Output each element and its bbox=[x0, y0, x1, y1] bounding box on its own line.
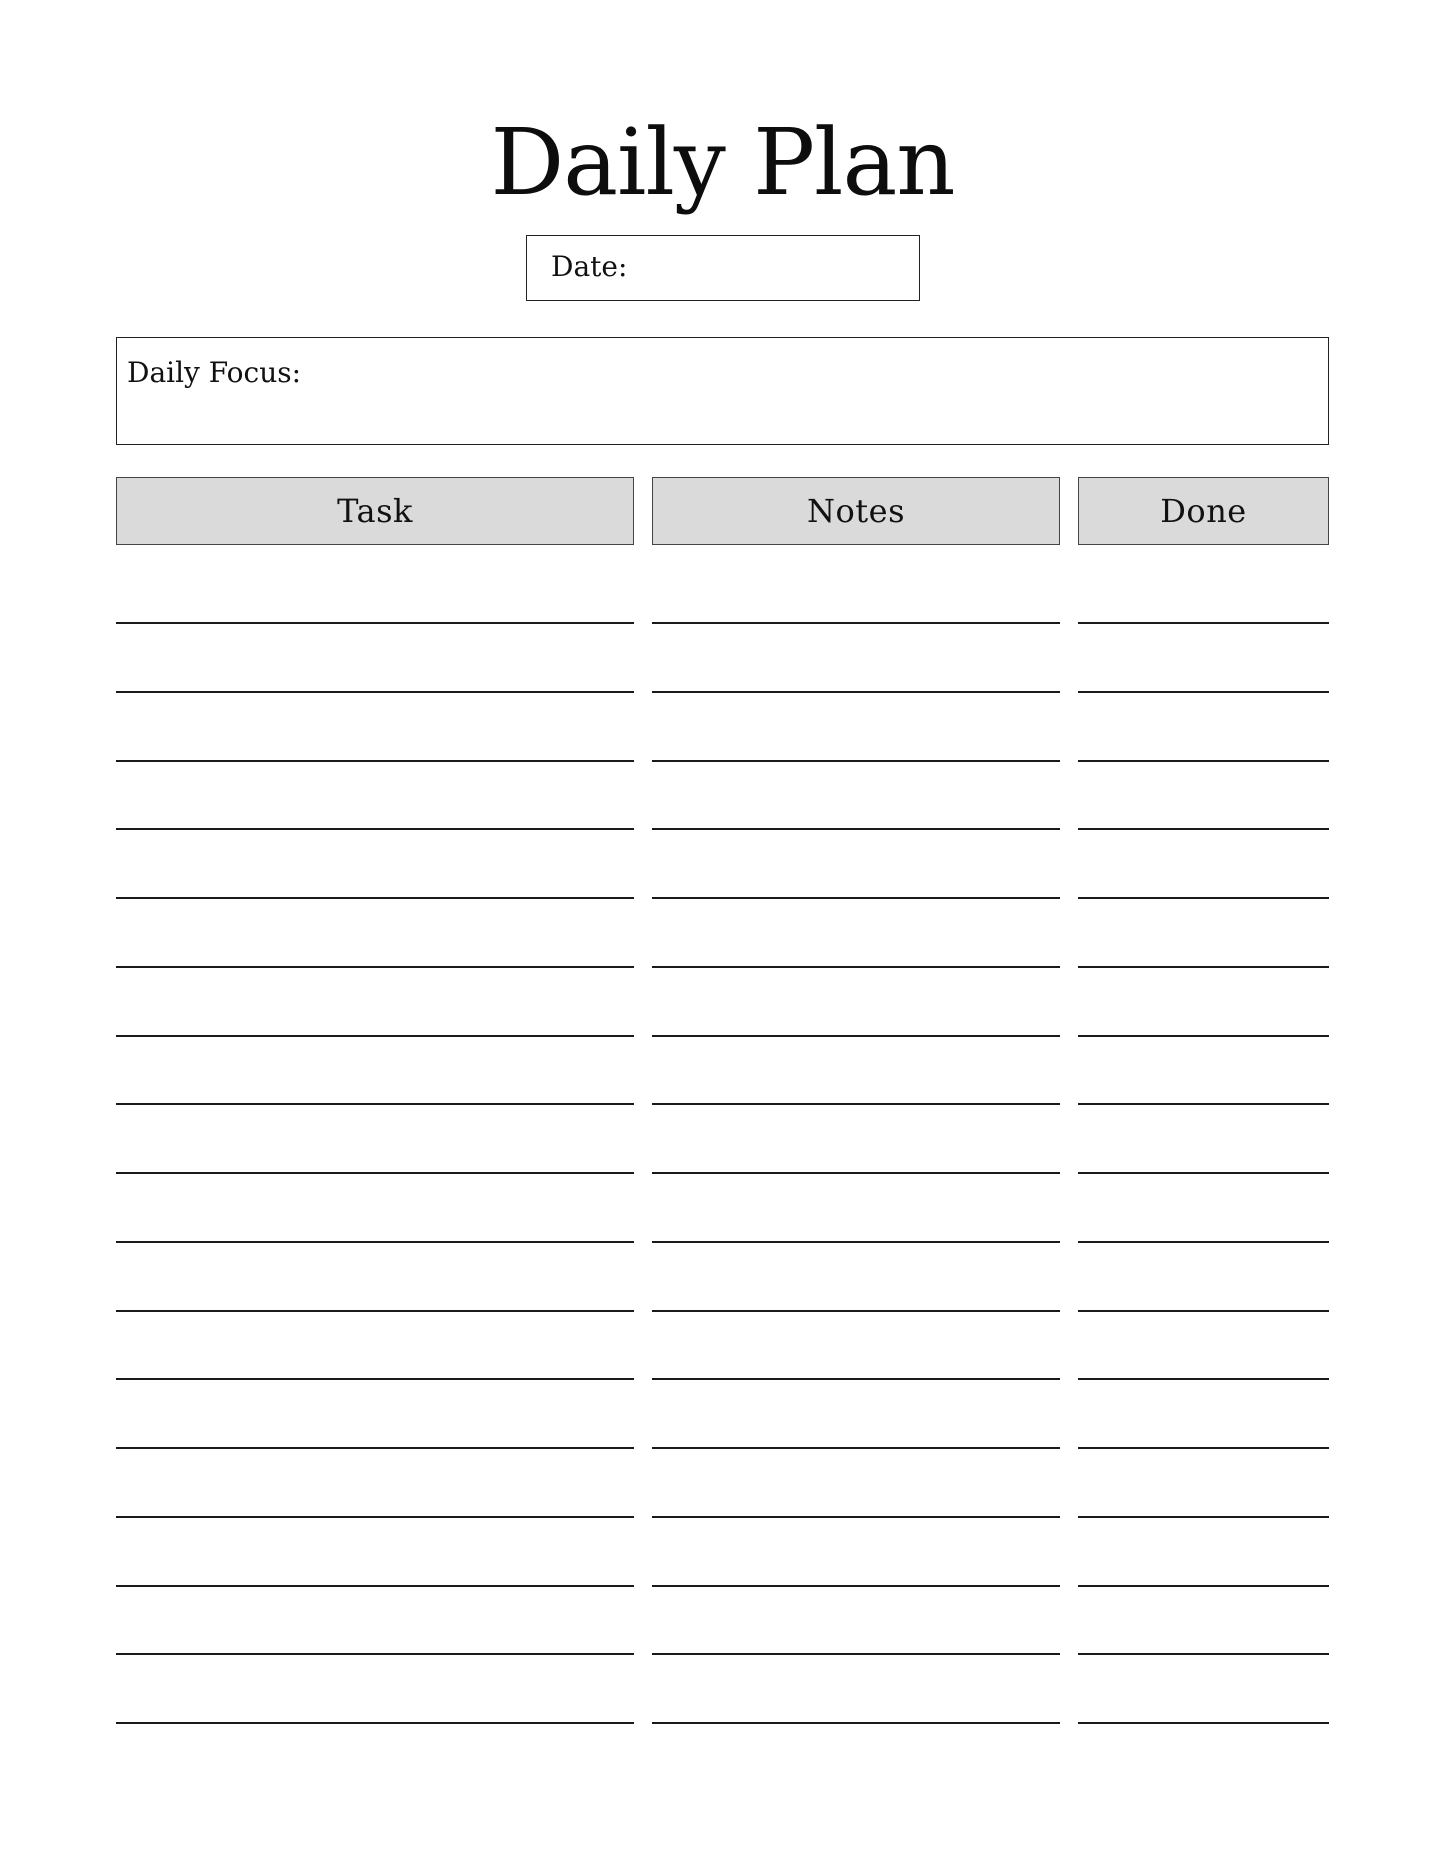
task-column-header bbox=[116, 477, 634, 545]
done-line[interactable] bbox=[1078, 966, 1329, 968]
done-line[interactable] bbox=[1078, 1103, 1329, 1105]
done-line[interactable] bbox=[1078, 1035, 1329, 1037]
done-line[interactable] bbox=[1078, 1722, 1329, 1724]
task-line[interactable] bbox=[116, 897, 634, 899]
task-line[interactable] bbox=[116, 691, 634, 693]
task-line[interactable] bbox=[116, 1241, 634, 1243]
notes-line[interactable] bbox=[652, 1103, 1060, 1105]
task-line[interactable] bbox=[116, 1447, 634, 1449]
task-header-label: Task bbox=[337, 492, 413, 530]
task-line[interactable] bbox=[116, 1585, 634, 1587]
notes-line[interactable] bbox=[652, 1241, 1060, 1243]
done-header-label: Done bbox=[1160, 492, 1247, 530]
task-line[interactable] bbox=[116, 1653, 634, 1655]
task-line[interactable] bbox=[116, 966, 634, 968]
done-line[interactable] bbox=[1078, 1447, 1329, 1449]
daily-focus-label: Daily Focus: bbox=[127, 356, 302, 389]
notes-line[interactable] bbox=[652, 1585, 1060, 1587]
task-line[interactable] bbox=[116, 760, 634, 762]
date-field[interactable] bbox=[526, 235, 920, 301]
notes-line[interactable] bbox=[652, 1378, 1060, 1380]
notes-line[interactable] bbox=[652, 760, 1060, 762]
notes-line[interactable] bbox=[652, 1447, 1060, 1449]
task-line[interactable] bbox=[116, 1310, 634, 1312]
done-line[interactable] bbox=[1078, 1172, 1329, 1174]
done-line[interactable] bbox=[1078, 760, 1329, 762]
done-line[interactable] bbox=[1078, 828, 1329, 830]
task-line[interactable] bbox=[116, 1103, 634, 1105]
done-line[interactable] bbox=[1078, 691, 1329, 693]
done-line[interactable] bbox=[1078, 1516, 1329, 1518]
task-line[interactable] bbox=[116, 1722, 634, 1724]
daily-focus-field[interactable] bbox=[116, 337, 1329, 445]
done-line[interactable] bbox=[1078, 1310, 1329, 1312]
task-line[interactable] bbox=[116, 1035, 634, 1037]
done-line[interactable] bbox=[1078, 622, 1329, 624]
task-line[interactable] bbox=[116, 622, 634, 624]
notes-header-label: Notes bbox=[807, 492, 905, 530]
task-line[interactable] bbox=[116, 1516, 634, 1518]
task-line[interactable] bbox=[116, 1172, 634, 1174]
notes-line[interactable] bbox=[652, 622, 1060, 624]
done-line[interactable] bbox=[1078, 1585, 1329, 1587]
done-column-header bbox=[1078, 477, 1329, 545]
notes-line[interactable] bbox=[652, 1035, 1060, 1037]
notes-column-header bbox=[652, 477, 1060, 545]
notes-line[interactable] bbox=[652, 828, 1060, 830]
notes-line[interactable] bbox=[652, 1172, 1060, 1174]
date-label: Date: bbox=[551, 250, 628, 283]
notes-line[interactable] bbox=[652, 1722, 1060, 1724]
notes-line[interactable] bbox=[652, 1310, 1060, 1312]
done-line[interactable] bbox=[1078, 897, 1329, 899]
notes-line[interactable] bbox=[652, 966, 1060, 968]
done-line[interactable] bbox=[1078, 1653, 1329, 1655]
task-line[interactable] bbox=[116, 828, 634, 830]
notes-line[interactable] bbox=[652, 691, 1060, 693]
page-title: Daily Plan bbox=[490, 109, 955, 216]
notes-line[interactable] bbox=[652, 1653, 1060, 1655]
notes-line[interactable] bbox=[652, 897, 1060, 899]
done-line[interactable] bbox=[1078, 1241, 1329, 1243]
done-line[interactable] bbox=[1078, 1378, 1329, 1380]
notes-line[interactable] bbox=[652, 1516, 1060, 1518]
task-line[interactable] bbox=[116, 1378, 634, 1380]
